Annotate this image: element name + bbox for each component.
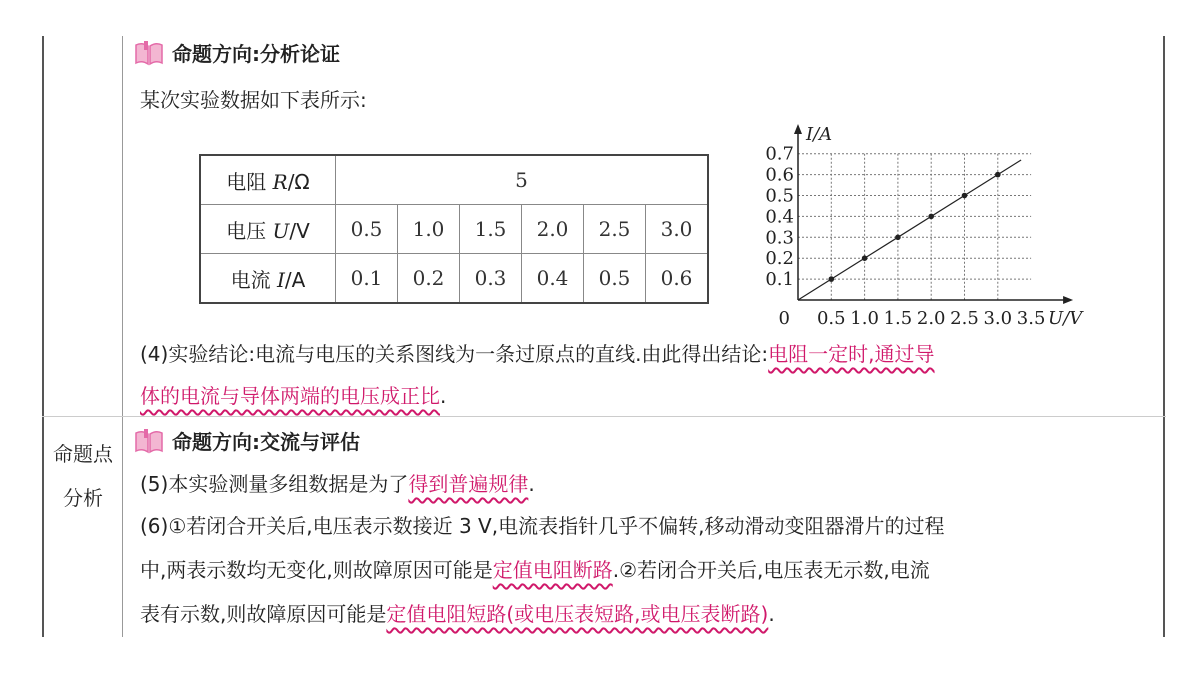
current-header — [200, 254, 336, 304]
q6-line3 — [140, 594, 775, 634]
data-point — [995, 172, 1001, 178]
inner-border — [122, 36, 123, 637]
data-point — [962, 193, 968, 199]
y-tick-label: 0.1 — [765, 269, 794, 291]
x-tick-label: 3.5 — [1016, 308, 1046, 329]
table-row-resistance — [200, 155, 708, 205]
y-tick-label: 0.5 — [765, 185, 794, 207]
y-tick-label: 0.3 — [765, 227, 794, 249]
conclusion-end: . — [440, 384, 447, 408]
y-axis-label: I/A — [806, 124, 833, 145]
x-tick-label: 1.5 — [883, 308, 913, 329]
voltage-cell: 1.0 — [398, 205, 460, 254]
right-border — [1163, 36, 1165, 637]
y-tick-label: 0.4 — [765, 206, 794, 228]
table-row-current — [200, 254, 708, 304]
voltage-cell: 2.5 — [584, 205, 646, 254]
y-tick-label: 0.6 — [765, 164, 794, 186]
current-cell: 0.2 — [398, 254, 460, 304]
left-label-line1: 命题点 — [53, 442, 113, 466]
current-label: 电流 — [230, 267, 271, 292]
current-unit: /A — [284, 267, 306, 292]
book-icon — [134, 40, 164, 66]
x-axis-label: U/V — [1047, 308, 1083, 329]
data-point — [829, 276, 835, 282]
table-row-voltage — [200, 205, 708, 254]
q5-answer: 得到普遍规律 — [408, 472, 529, 496]
left-border — [42, 36, 44, 637]
conclusion-line1 — [140, 334, 935, 374]
q6-answer-2: 定值电阻短路(或电压表短路,或电压表断路) — [386, 602, 769, 626]
x-tick-label: 3.0 — [983, 308, 1013, 329]
x-tick-label: 0.5 — [816, 308, 846, 329]
conclusion-answer-part2: 体的电流与导体两端的电压成正比 — [140, 384, 440, 408]
voltage-symbol: U — [272, 218, 290, 243]
x-tick-label: 2.0 — [916, 308, 946, 329]
voltage-cell: 2.0 — [522, 205, 584, 254]
origin-label: 0 — [778, 308, 790, 329]
voltage-cell: 0.5 — [336, 205, 398, 254]
current-cell: 0.1 — [336, 254, 398, 304]
q6-line2-suffix: .②若闭合开关后,电压表无示数,电流 — [612, 558, 930, 582]
book-icon — [134, 428, 164, 454]
q5-prefix: (5)本实验测量多组数据是为了 — [140, 472, 409, 496]
resistance-unit: /Ω — [287, 169, 310, 194]
y-axis-arrow — [794, 124, 802, 134]
voltage-header — [200, 205, 336, 254]
intro-text: 某次实验数据如下表所示: — [140, 88, 367, 112]
current-cell: 0.4 — [522, 254, 584, 304]
resistance-label: 电阻 — [226, 169, 267, 194]
section2-heading — [134, 426, 360, 455]
data-point — [928, 214, 934, 220]
x-tick-label: 1.0 — [850, 308, 879, 329]
current-cell: 0.3 — [460, 254, 522, 304]
data-point — [895, 235, 901, 241]
left-label-line2: 分析 — [63, 486, 103, 510]
current-cell: 0.6 — [646, 254, 709, 304]
q6-answer-1: 定值电阻断路 — [492, 558, 613, 582]
iu-chart — [758, 124, 1098, 334]
section-divider — [42, 416, 1166, 417]
current-symbol: I — [277, 267, 285, 292]
current-cell: 0.5 — [584, 254, 646, 304]
q6-line3-prefix: 表有示数,则故障原因可能是 — [140, 602, 387, 626]
voltage-cell: 3.0 — [646, 205, 709, 254]
section1-heading-text: 命题方向:分析论证 — [172, 42, 340, 66]
q6-line1: (6)①若闭合开关后,电压表示数接近 3 V,电流表指针几乎不偏转,移动滑动变阻器滑片的过程 — [140, 514, 945, 538]
q5-end: . — [528, 472, 535, 496]
section1-heading — [134, 38, 340, 67]
conclusion-prefix: (4)实验结论:电流与电压的关系图线为一条过原点的直线.由此得出结论: — [140, 342, 769, 366]
resistance-symbol: R — [272, 169, 288, 194]
voltage-unit: /V — [289, 218, 310, 243]
data-table — [199, 154, 709, 304]
data-point — [862, 255, 868, 261]
q6-line3-end: . — [768, 602, 775, 626]
x-axis-arrow — [1063, 296, 1073, 304]
q5-line — [140, 464, 535, 504]
resistance-header — [200, 155, 336, 205]
conclusion-line2 — [140, 376, 446, 416]
voltage-cell: 1.5 — [460, 205, 522, 254]
y-tick-label: 0.7 — [765, 143, 794, 165]
q6-line2 — [140, 550, 930, 590]
voltage-label: 电压 — [226, 218, 267, 243]
q6-line2-prefix: 中,两表示数均无变化,则故障原因可能是 — [140, 558, 493, 582]
x-tick-label: 2.5 — [950, 308, 979, 329]
y-tick-label: 0.2 — [765, 248, 794, 270]
section2-heading-text: 命题方向:交流与评估 — [172, 430, 360, 454]
resistance-value: 5 — [336, 155, 709, 205]
conclusion-answer-part1: 电阻一定时,通过导 — [768, 342, 935, 366]
